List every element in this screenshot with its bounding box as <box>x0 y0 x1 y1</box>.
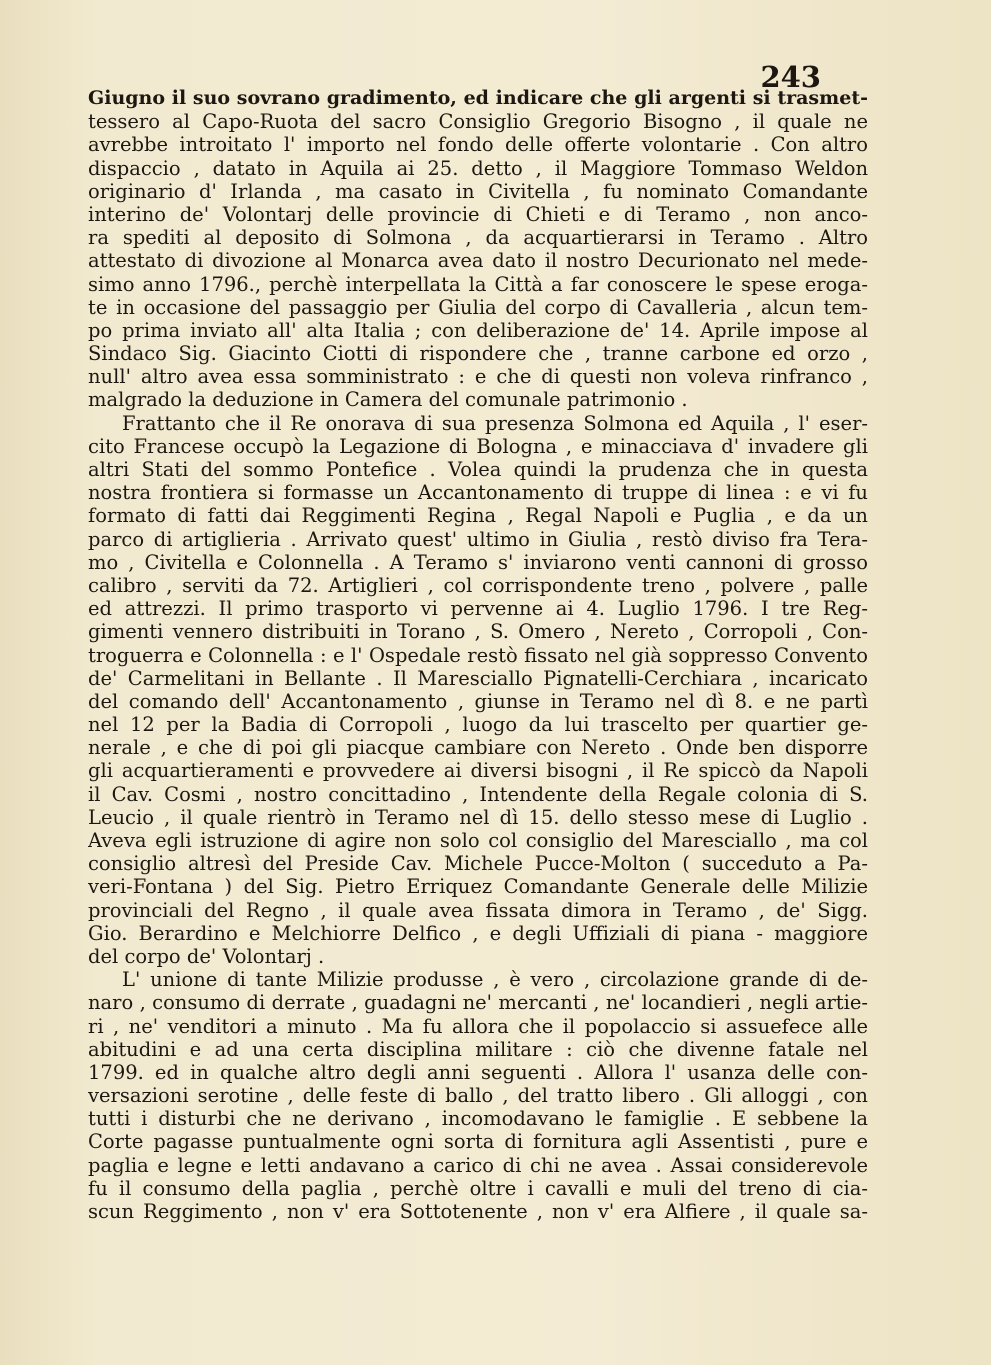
text-line: originario d' Irlanda , ma casato in Civitella , fu nominato Comandante <box>88 179 868 203</box>
text-line: calibro , serviti da 72. Artiglieri , col corrispondente treno , polvere , palle <box>88 573 868 597</box>
text-line: nerale , e che di poi gli piacque cambiare con Nereto . Onde ben disporre <box>88 736 868 760</box>
text-line: dispaccio , datato in Aquila ai 25. detto , il Maggiore Tommaso Weldon <box>88 156 868 180</box>
text-line: interino de' Volontarj delle provincie di Chieti e di Teramo , non anco- <box>88 202 868 226</box>
text-line: Giugno il suo sovrano gradimento, ed indicare che gli argenti si trasmet- <box>88 87 868 109</box>
text-line: scun Reggimento , non v' era Sottotenente , non v' era Alfiere , il quale sa- <box>88 1200 868 1223</box>
text-line: Sindaco Sig. Giacinto Ciotti di rispondere che , tranne carbone ed orzo , <box>88 342 868 366</box>
text-line: Aveva egli istruzione di agire non solo col consiglio del Maresciallo , ma col <box>88 829 868 852</box>
text-line: gli acquartieramenti e provvedere ai diversi bisogni , il Re spiccò da Napoli <box>88 759 868 783</box>
text-line: altri Stati del sommo Pontefice . Volea quindi la prudenza che in questa <box>88 458 868 481</box>
text-line: ri , ne' venditori a minuto . Ma fu allora che il popolaccio si assuefece alle <box>88 1014 868 1038</box>
text-line: po prima inviato all' alta Italia ; con deliberazione de' 14. Aprile impose al <box>88 318 868 342</box>
text-line: Leucio , il quale rientrò in Teramo nel dì 15. dello stesso mese di Luglio . <box>88 805 868 829</box>
text-line: simo anno 1796., perchè interpellata la Città a far conoscere le spese eroga- <box>88 272 868 296</box>
text-line: cito Francese occupò la Legazione di Bologna , e minacciava d' invadere gli <box>88 434 868 458</box>
text-line: consiglio altresì del Preside Cav. Michele Pucce-Molton ( succeduto a Pa- <box>88 852 868 876</box>
text-line: formato di fatti dai Reggimenti Regina , Regal Napoli e Puglia , e da un <box>88 504 868 528</box>
text-line: naro , consumo di derrate , guadagni ne' mercanti , ne' locandieri , negli artie- <box>88 991 868 1015</box>
text-line: tessero al Capo-Ruota del sacro Consiglio Gregorio Bisogno , il quale ne <box>88 110 868 134</box>
text-line: provinciali del Regno , il quale avea fissata dimora in Teramo , de' Sigg. <box>88 898 868 922</box>
text-line: L' unione di tante Milizie produsse , è vero , circolazione grande di de- <box>122 968 868 992</box>
text-line: nostra frontiera si formasse un Accantonamento di truppe di linea : e vi fu <box>88 481 868 505</box>
text-line: paglia e legne e letti andavano a carico di chi ne avea . Assai considerevole <box>88 1153 868 1177</box>
text-line: tutti i disturbi che ne derivano , incomodavano le famiglie . E sebbene la <box>88 1107 868 1131</box>
text-line: attestato di divozione al Monarca avea dato il nostro Decurionato nel mede- <box>88 249 868 273</box>
body-text <box>88 87 868 1223</box>
text-line: avrebbe introitato l' importo nel fondo delle offerte volontarie . Con altro <box>88 133 868 157</box>
text-line: il Cav. Cosmi , nostro concittadino , Intendente della Regale colonia di S. <box>88 782 868 806</box>
text-line: de' Carmelitani in Bellante . Il Maresciallo Pignatelli-Cerchiara , incaricato <box>88 666 868 690</box>
text-line: te in occasione del passaggio per Giulia del corpo di Cavalleria , alcun tem- <box>88 295 868 319</box>
text-line: ra spediti al deposito di Solmona , da acquartierarsi in Teramo . Altro <box>88 226 868 250</box>
text-line: del comando dell' Accantonamento , giunse in Teramo nel dì 8. e ne partì <box>88 689 868 713</box>
text-line: ed attrezzi. Il primo trasporto vi pervenne ai 4. Luglio 1796. I tre Reg- <box>88 597 868 621</box>
text-line: abitudini e ad una certa disciplina militare : ciò che divenne fatale nel <box>88 1037 868 1061</box>
text-line: Frattanto che il Re onorava di sua presenza Solmona ed Aquila , l' eser- <box>122 411 868 435</box>
page-number: 243 <box>760 60 821 94</box>
text-line: Corte pagasse puntualmente ogni sorta di fornitura agli Assentisti , pure e <box>88 1130 868 1154</box>
text-line: nel 12 per la Badia di Corropoli , luogo da lui trascelto per quartier ge- <box>88 713 868 737</box>
text-line: malgrado la deduzione in Camera del comunale patrimonio . <box>88 388 688 412</box>
text-line: gimenti vennero distribuiti in Torano , S. Omero , Nereto , Corropoli , Con- <box>88 620 868 644</box>
text-line: del corpo de' Volontarj . <box>88 944 325 968</box>
text-line: mo , Civitella e Colonnella . A Teramo s' inviarono venti cannoni di grosso <box>88 550 868 574</box>
text-line: 1799. ed in qualche altro degli anni seguenti . Allora l' usanza delle con- <box>88 1060 868 1084</box>
text-line: null' altro avea essa somministrato : e che di questi non voleva rinfranco , <box>88 365 868 389</box>
text-line: versazioni serotine , delle feste di ballo , del tratto libero . Gli alloggi , con <box>88 1084 868 1108</box>
text-line: veri-Fontana ) del Sig. Pietro Erriquez Comandante Generale delle Milizie <box>88 875 868 899</box>
text-line: troguerra e Colonnella : e l' Ospedale restò fissato nel già soppresso Convento <box>88 643 868 667</box>
text-line: Gio. Berardino e Melchiorre Delfico , e degli Uffiziali di piana - maggiore <box>88 921 868 945</box>
text-line: fu il consumo della paglia , perchè oltre i cavalli e muli del treno di cia- <box>88 1176 868 1200</box>
text-line: parco di artiglieria . Arrivato quest' ultimo in Giulia , restò diviso fra Tera- <box>88 527 868 551</box>
